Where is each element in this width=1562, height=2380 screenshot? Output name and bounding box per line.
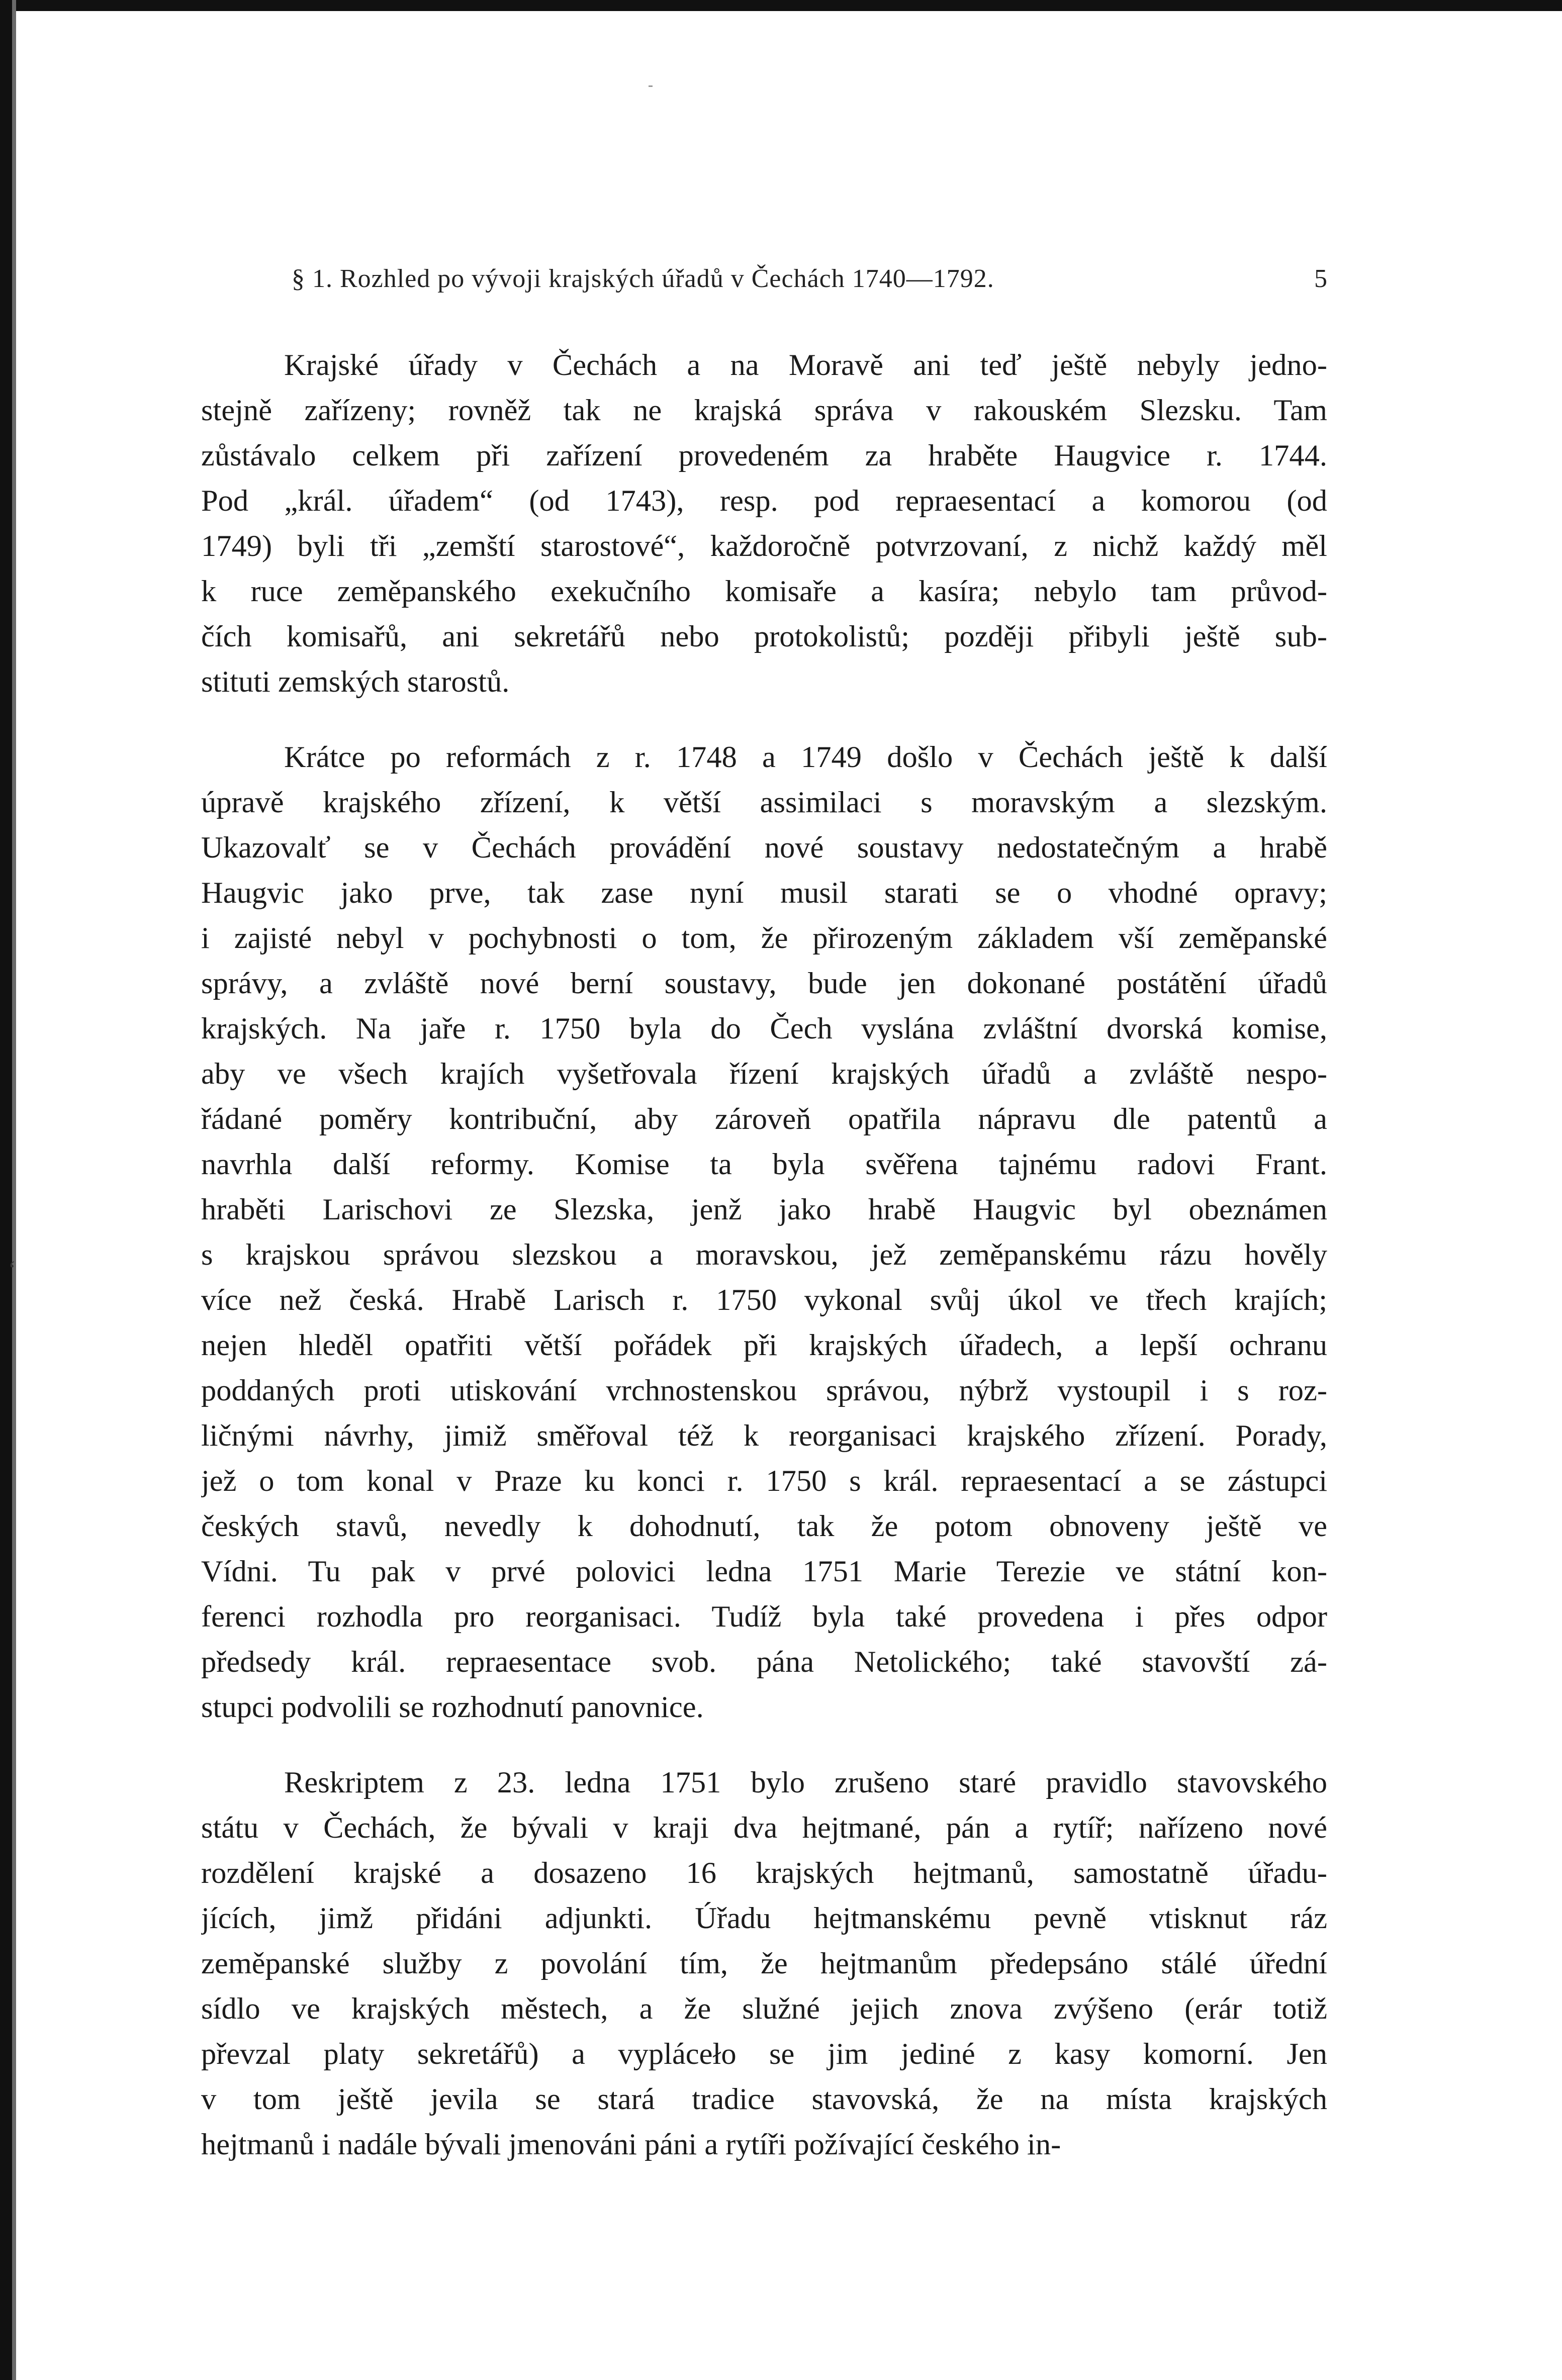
text-line: s krajskou správou slezskou a moravskou, jež zeměpanskému rázu hověly (201, 1238, 1327, 1272)
paragraph (201, 1760, 1327, 2167)
text-line: převzal platy sekretářů) a vypláceło se jim jediné z kasy komorní. Jen (201, 2037, 1327, 2071)
text-line: správy, a zvláště nové berní soustavy, bude jen dokonané postátění úřadů (201, 967, 1327, 1000)
text-line: stituti zemských starostů. (201, 665, 510, 699)
text-line: Krátce po reformách z r. 1748 a 1749 došlo v Čechách ještě k další (284, 740, 1327, 774)
body-text (201, 343, 1327, 2167)
text-line: úpravě krajského zřízení, k větší assimilaci s moravským a slezským. (201, 786, 1327, 819)
running-head (201, 251, 1327, 307)
text-line: zeměpanské služby z povolání tím, že hejtmanům předepsáno stálé úřední (201, 1947, 1327, 1980)
paragraph (201, 735, 1327, 1730)
text-line: stupci podvolili se rozhodnutí panovnice. (201, 1690, 704, 1724)
text-line: Pod „král. úřadem“ (od 1743), resp. pod repraesentací a komorou (od (201, 484, 1327, 518)
text-line: Haugvic jako prve, tak zase nyní musil starati se o vhodné opravy; (201, 876, 1327, 910)
text-line: Krajské úřady v Čechách a na Moravě ani teď ještě nebyly jedno- (284, 348, 1327, 382)
text-line: rozdělení krajské a dosazeno 16 krajských hejtmanů, samostatně úřadu- (201, 1856, 1327, 1890)
text-line: hejtmanů i nadále bývali jmenováni páni a rytíři požívající českého in- (201, 2128, 1061, 2161)
text-line: i zajisté nebyl v pochybnosti o tom, že přirozeným základem vší zeměpanské (201, 921, 1327, 955)
text-line: navrhla další reformy. Komise ta byla svěřena tajnému radovi Frant. (201, 1148, 1327, 1181)
running-head-title: § 1. Rozhled po vývoji krajských úřadů v Čechách 1740—1792. (292, 264, 994, 293)
text-line: Ukazovalť se v Čechách provádění nové soustavy nedostatečným a hrabě (201, 831, 1327, 865)
text-line: předsedy král. repraesentace svob. pána Netolického; také stavovští zá- (201, 1645, 1327, 1679)
text-line: čích komisařů, ani sekretářů nebo protokolistů; později přibyli ještě sub- (201, 620, 1327, 653)
scan-border-top (0, 0, 1562, 11)
text-line: zůstávalo celkem při zařízení provedeném za hraběte Haugvice r. 1744. (201, 439, 1327, 472)
scan-border-left (0, 0, 12, 2380)
text-line: jících, jimž přidáni adjunkti. Úřadu hejtmanskému pevně vtisknut ráz (201, 1901, 1327, 1935)
scan-border-left-shadow (12, 0, 16, 2380)
text-line: v tom ještě jevila se stará tradice stavovská, že na místa krajských (201, 2082, 1327, 2116)
text-line: Vídni. Tu pak v prvé polovici ledna 1751 Marie Terezie ve státní kon- (201, 1555, 1327, 1588)
paragraph (201, 343, 1327, 705)
text-line: sídlo ve krajských městech, a že služné jejich znova zvýšeno (erár totiž (201, 1992, 1327, 2026)
text-line: státu v Čechách, že bývali v kraji dva hejtmané, pán a rytíř; nařízeno nové (201, 1811, 1327, 1845)
text-line: více než česká. Hrabě Larisch r. 1750 vykonal svůj úkol ve třech krajích; (201, 1283, 1327, 1317)
text-line: řádané poměry kontribuční, aby zároveň opatřila nápravu dle patentů a (201, 1102, 1327, 1136)
text-line: k ruce zeměpanského exekučního komisaře a kasíra; nebylo tam průvod- (201, 575, 1327, 608)
text-line: ferenci rozhodla pro reorganisaci. Tudíž byla také provedena i přes odpor (201, 1600, 1327, 1634)
text-line: krajských. Na jaře r. 1750 byla do Čech vyslána zvláštní dvorská komise, (201, 1012, 1327, 1045)
page-number: 5 (1314, 264, 1327, 293)
text-line: Reskriptem z 23. ledna 1751 bylo zrušeno staré pravidlo stavovského (284, 1766, 1327, 1799)
text-line: hraběti Larischovi ze Slezska, jenž jako hrabě Haugvic byl obeznámen (201, 1193, 1327, 1226)
text-line: jež o tom konal v Praze ku konci r. 1750 s král. repraesentací a se zástupci (201, 1464, 1327, 1498)
margin-mark: ʻ (8, 1256, 16, 1283)
text-line: 1749) byli tři „zemští starostové“, každoročně potvrzovaní, z nichž každý měl (201, 529, 1327, 563)
text-line: stejně zařízeny; rovněž tak ne krajská správa v rakouském Slezsku. Tam (201, 394, 1327, 427)
scan-speck (649, 85, 653, 87)
text-line: ličnými návrhy, jimiž směřoval též k reorganisaci krajského zřízení. Porady, (201, 1419, 1327, 1453)
text-line: českých stavů, nevedly k dohodnutí, tak že potom obnoveny ještě ve (201, 1509, 1327, 1543)
book-page (201, 251, 1327, 2198)
text-line: poddaných proti utiskování vrchnostenskou správou, nýbrž vystoupil i s roz- (201, 1374, 1327, 1407)
text-line: aby ve všech krajích vyšetřovala řízení krajských úřadů a zvláště nespo- (201, 1057, 1327, 1091)
text-line: nejen hleděl opatřiti větší pořádek při krajských úřadech, a lepší ochranu (201, 1328, 1327, 1362)
